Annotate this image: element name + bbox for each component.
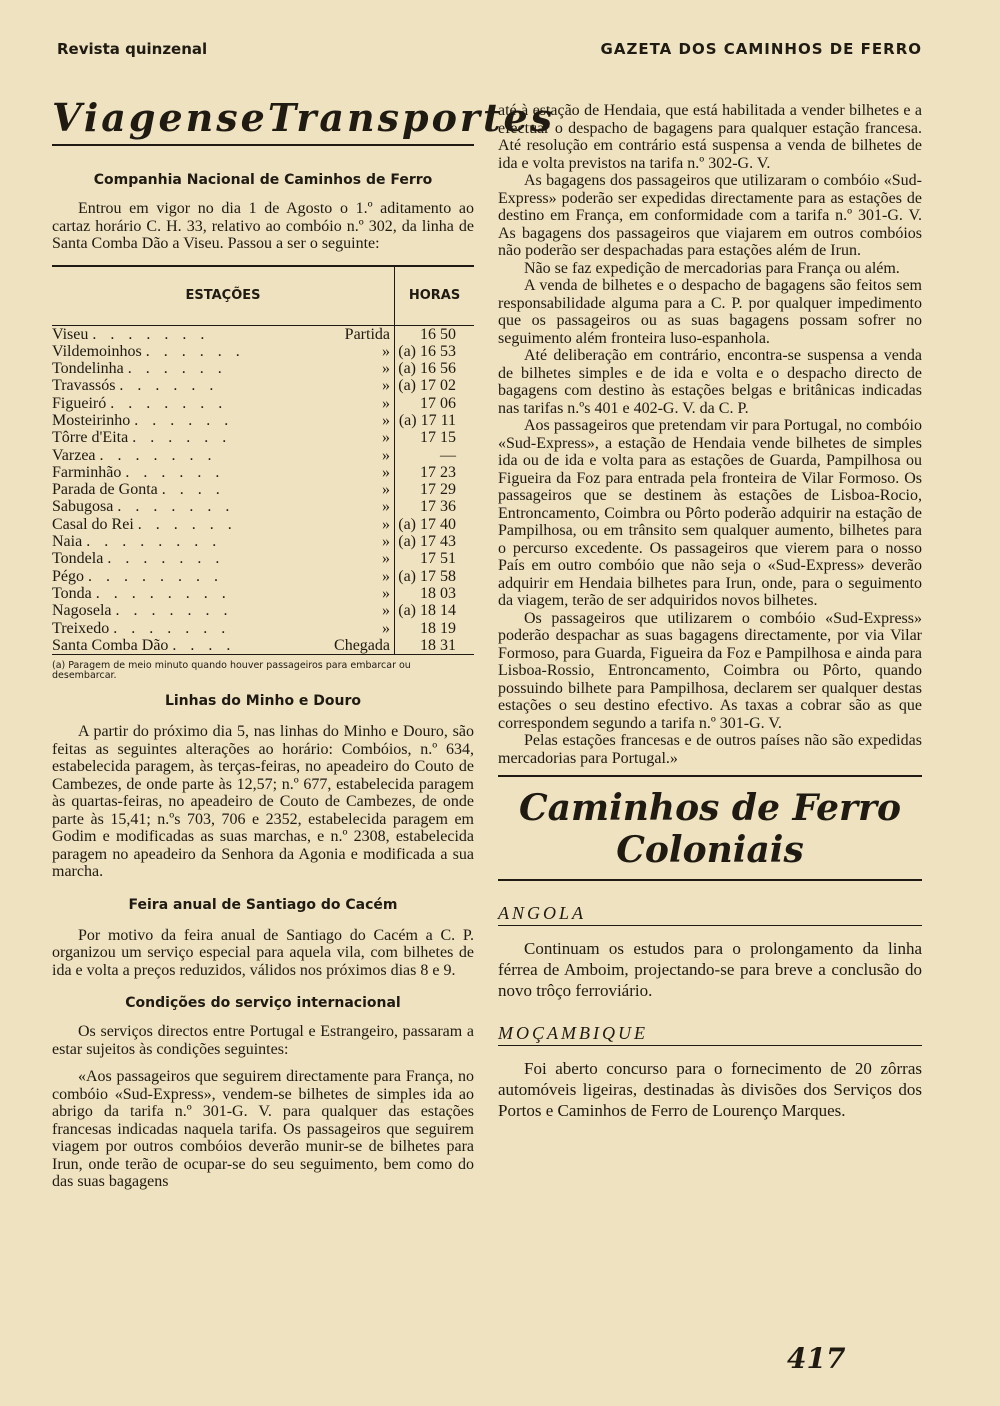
time-cell: (a) 17 40 — [398, 515, 456, 533]
timetable-footnote: (a) Paragem de meio minuto quando houver passageiros para embarcar ou desembarcar. — [52, 660, 411, 682]
time-cell: 17 06 — [420, 394, 456, 412]
time-cell: (a) 17 02 — [398, 377, 456, 395]
station-name: Viseu — [52, 325, 89, 343]
time-cell: 17 36 — [420, 498, 456, 516]
time-cell: 18 19 — [420, 619, 456, 637]
role-cell: » — [252, 464, 395, 481]
timetable-row — [52, 498, 474, 515]
role-cell: » — [252, 533, 395, 550]
station-name: Tonda — [52, 584, 92, 602]
station-cell — [52, 395, 252, 412]
role-cell: » — [252, 620, 395, 637]
timetable-row — [52, 602, 474, 619]
station-name: Naia — [52, 533, 83, 551]
station-cell — [52, 447, 252, 464]
station-name: Casal do Rei — [52, 515, 134, 533]
right-para-5: Até deliberação em contrário, encontra-se suspensa a venda de bilhetes simples e de ida e volta e o despacho directo de bagagens com destino às estações belgas e britânicas indicadas nas tarifas n.ºs 401 e 402-G. V. da C. P. — [498, 347, 922, 417]
timetable-row — [52, 377, 474, 394]
timetable-row — [52, 637, 474, 655]
time-cell: (a) 18 14 — [398, 602, 456, 620]
leader-dots: . . . . . . . — [115, 602, 233, 620]
station-cell — [52, 481, 252, 498]
timetable-row — [52, 343, 474, 360]
time-cell: (a) 16 53 — [398, 342, 456, 360]
role-cell: » — [252, 447, 395, 464]
right-para-8: Pelas estações francesas e de outros países não são expedidas mercadorias para Portugal.» — [498, 732, 922, 767]
feira-heading: Feira anual de Santiago do Cacém — [128, 896, 398, 913]
station-cell — [52, 498, 252, 515]
leader-dots: . . . . . . — [127, 360, 227, 378]
station-name: Figueiró — [52, 394, 107, 412]
time-cell: (a) 17 58 — [398, 567, 456, 585]
station-name: Travassós — [52, 377, 116, 395]
leader-dots: . . . . . . . — [92, 325, 210, 343]
timetable-row — [52, 620, 474, 637]
leader-dots: . . . . . . . — [113, 619, 231, 637]
col-stations-header: ESTAÇÕES — [52, 266, 395, 326]
station-cell — [52, 343, 252, 360]
time-cell: — — [440, 446, 456, 464]
role-cell: » — [252, 550, 395, 567]
time-cell: 16 50 — [420, 325, 456, 343]
time-cell: 17 29 — [420, 481, 456, 499]
cp-intro: Entrou em vigor no dia 1 de Agosto o 1.º aditamento ao cartaz horário C. H. 33, relativo ao combóio n.º 302, da linha de Santa Comba Dão a Viseu. Passou a ser o seguinte: — [52, 200, 474, 252]
right-para-1: até à estação de Hendaia, que está habilitada a vender bilhetes e a efectuar o despacho de bagagens para qualquer estação francesa. Até resolução em contrário está suspensa a venda de bilhetes de ida e volta previstos na tarifa n.º 302-G. V. — [498, 102, 922, 172]
timetable-row — [52, 550, 474, 567]
station-cell — [52, 360, 252, 377]
station-cell — [52, 585, 252, 602]
timetable-row — [52, 395, 474, 412]
station-name: Tondela — [52, 550, 104, 568]
angola-label: ANGOLA — [498, 903, 922, 926]
station-cell — [52, 620, 252, 637]
station-cell — [52, 325, 252, 343]
time-cell: 18 31 — [395, 637, 475, 655]
right-column — [498, 102, 922, 1121]
leader-dots: . . . . . . . . — [95, 584, 231, 602]
right-para-6: Aos passageiros que pretendam vir para Portugal, no combóio «Sud-Express», a estação de Hendaia vende bilhetes de simples ida ou de ida e volta para as estações de Guarda, Pampilhosa ou Figueira da Foz para entrada pela fronteira de Vilar Formoso. Os passageiros que se destinem às estações de Lisboa-Rocio, Entroncamento, Coimbra ou Pôrto poderão adquirir na estação de Pampilhosa, ou em trânsito sem qualquer aumento, bilhetes para o percurso excedente. Os passageiros que vierem para o nosso País em outro combóio que não seja o «Sud-Express» deverão adquirir em Hendaia bilhetes para Irun, onde, para o seguimento da viagem, terão de ser adquiridos novos bilhetes. — [498, 417, 922, 609]
right-para-2: As bagagens dos passageiros que utilizaram o combóio «Sud-Express» poderão ser expedidas directamente para as estações de destino em França, em conformidade com a tarifa n.º 301-G. V. As bagagens dos passageiros que viajarem em outros combóios não poderão ser despachadas para estações além de Irun. — [498, 172, 922, 259]
station-cell — [52, 412, 252, 429]
timetable-row — [52, 464, 474, 481]
col-hours-header: HORAS — [395, 266, 475, 326]
station-name: Mosteirinho — [52, 411, 131, 429]
station-name: Vildemoinhos — [52, 342, 142, 360]
time-cell: 17 51 — [420, 550, 456, 568]
station-cell — [52, 568, 252, 585]
role-cell: Partida — [252, 325, 395, 343]
section-title-word-1: Viagens — [52, 95, 241, 140]
time-cell: (a) 17 43 — [398, 533, 456, 551]
timetable-row — [52, 533, 474, 550]
cond-heading: Condições do serviço internacional — [125, 995, 401, 1012]
station-name: Santa Comba Dão — [52, 636, 169, 654]
timetable-row — [52, 412, 474, 429]
timetable-row — [52, 360, 474, 377]
timetable-row — [52, 516, 474, 533]
station-cell — [52, 550, 252, 567]
feira-text: Por motivo da feira anual de Santiago do Cacém a C. P. organizou um serviço especial para aquela vila, com bilhetes de ida e volta a preços reduzidos, válidos nos próximos dias 8 e 9. — [52, 926, 474, 979]
station-name: Treixedo — [52, 619, 110, 637]
time-cell: 18 03 — [420, 584, 456, 602]
timetable-row — [52, 585, 474, 602]
station-name: Pégo — [52, 567, 84, 585]
station-name: Parada de Gonta — [52, 481, 158, 499]
station-cell — [52, 429, 252, 446]
section-title-word-3: Transportes — [267, 95, 556, 140]
timetable-row — [52, 447, 474, 464]
station-name: Farminhão — [52, 463, 122, 481]
leader-dots: . . . . . . . — [117, 498, 235, 516]
time-cell: 17 23 — [420, 463, 456, 481]
role-cell: » — [252, 516, 395, 533]
minho-text: A partir do próximo dia 5, nas linhas do Minho e Douro, são feitas as seguintes alterações ao horário: Combóios, n.º 634, estabelecida paragem, às terças-feiras, no apeadeiro do Couto de Cambezes, de onde parte às 12,57; n.º 677, estabelecida paragem às quartas-feiras, no apeadeiro de Couto de Cambezes, de onde parte às 15,41; n.ºs 703, 706 e 2352, estabelecida paragem em Godim e modificadas as suas marchas, e n.º 2308, estabelecida paragem no apeadeiro da Senhora da Agonia e modificada a sua marcha. — [52, 723, 474, 881]
leader-dots: . . . . . . — [119, 377, 219, 395]
role-cell: » — [252, 481, 395, 498]
minho-heading: Linhas do Minho e Douro — [164, 693, 362, 710]
right-para-7: Os passageiros que utilizarem o combóio «Sud-Express» poderão despachar as suas bagagens directamente, por via Vilar Formoso, para Guarda, Figueira da Foz e Pampilhosa e ainda para Lisboa-Rossio, Entroncamento, Coimbra ou Pôrto, quando possuindo bilhete para Pampilhosa, declarem ser qualquer destas estações o seu destino efectivo. As taxas a cobrar são as que correspondem segundo a tarifa n.º 301-G. V. — [498, 609, 922, 732]
station-name: Nagosela — [52, 602, 112, 620]
right-para-3: Não se faz expedição de mercadorias para França ou além. — [524, 259, 900, 277]
station-cell — [52, 516, 252, 533]
role-cell: » — [252, 602, 395, 619]
role-cell: » — [252, 498, 395, 515]
leader-dots: . . . . . . — [125, 463, 225, 481]
cp-heading: Companhia Nacional de Caminhos de Ferro — [93, 172, 433, 188]
timetable-row — [52, 429, 474, 446]
right-para-4: A venda de bilhetes e o despacho de bagagens são feitos sem responsabilidade alguma para a C. P. por qualquer impedimento que os passageiros ou as suas bagagens possam sofrer no seguimento além fronteira luso-espanhola. — [498, 277, 922, 347]
station-cell — [52, 602, 252, 619]
mozambique-label: MOÇAMBIQUE — [498, 1023, 922, 1046]
leader-dots: . . . . . . . — [110, 394, 228, 412]
timetable-row — [52, 568, 474, 585]
leader-dots: . . . . . . . — [99, 446, 217, 464]
station-cell — [52, 637, 252, 655]
station-name: Tondelinha — [52, 360, 124, 378]
role-cell: » — [252, 360, 395, 377]
header-right: GAZETA DOS CAMINHOS DE FERRO — [600, 40, 922, 58]
station-cell — [52, 377, 252, 394]
time-cell: 17 15 — [420, 429, 456, 447]
header-left: Revista quinzenal — [57, 40, 208, 58]
time-cell: (a) 17 11 — [398, 411, 456, 429]
station-name: Tôrre d'Eita — [52, 429, 129, 447]
role-cell: Chegada — [252, 637, 395, 655]
page-number: 417 — [787, 1342, 846, 1375]
cond-text-2: «Aos passageiros que seguirem directamente para França, no combóio «Sud-Express», vendem-se bilhetes de simples ida ao abrigo da tarifa n.º 301-G. V. para qualquer das estações francesas indicadas naquela tarifa. Os passageiros que seguirem viagem por outros combóios deverão munir-se de bilhetes para Irun, onde terão de ocupar-se do seu seguimento, bem como do das suas bagagens — [52, 1068, 474, 1191]
leader-dots: . . . . — [161, 481, 225, 499]
colonial-section-title: Caminhos de Ferro Coloniais — [498, 775, 922, 881]
role-cell: » — [252, 429, 395, 446]
station-cell — [52, 464, 252, 481]
leader-dots: . . . . . . . . — [88, 567, 223, 585]
mozambique-text: Foi aberto concurso para o fornecimento de 20 zôrras automóveis ligeiras, destinadas às divisões dos Serviços dos Portos e Caminhos de Ferro de Lourenço Marques. — [498, 1059, 922, 1120]
role-cell: » — [252, 412, 395, 429]
role-cell: » — [252, 377, 395, 394]
timetable-row — [52, 481, 474, 498]
timetable-row — [52, 325, 474, 343]
station-name: Varzea — [52, 446, 96, 464]
timetable — [52, 265, 474, 656]
leader-dots: . . . . — [172, 636, 236, 654]
station-cell — [52, 533, 252, 550]
leader-dots: . . . . . . . . — [86, 533, 222, 551]
role-cell: » — [252, 585, 395, 602]
leader-dots: . . . . . . — [134, 411, 234, 429]
station-name: Sabugosa — [52, 498, 114, 516]
leader-dots: . . . . . . — [145, 342, 245, 360]
cond-text-1: Os serviços directos entre Portugal e Estrangeiro, passaram a estar sujeitos às condições seguintes: — [52, 1023, 474, 1058]
time-cell: (a) 16 56 — [398, 360, 456, 378]
leader-dots: . . . . . . — [132, 429, 232, 447]
role-cell: » — [252, 395, 395, 412]
angola-text: Continuam os estudos para o prolongamento da linha férrea de Amboim, projectando-se para breve a conclusão do novo trôço ferroviário. — [498, 939, 922, 1000]
leader-dots: . . . . . . . — [107, 550, 225, 568]
role-cell: » — [252, 343, 395, 360]
section-title — [52, 95, 556, 146]
timetable-body — [52, 325, 474, 655]
section-title-word-2: e — [240, 95, 268, 140]
role-cell: » — [252, 568, 395, 585]
leader-dots: . . . . . . — [137, 515, 237, 533]
